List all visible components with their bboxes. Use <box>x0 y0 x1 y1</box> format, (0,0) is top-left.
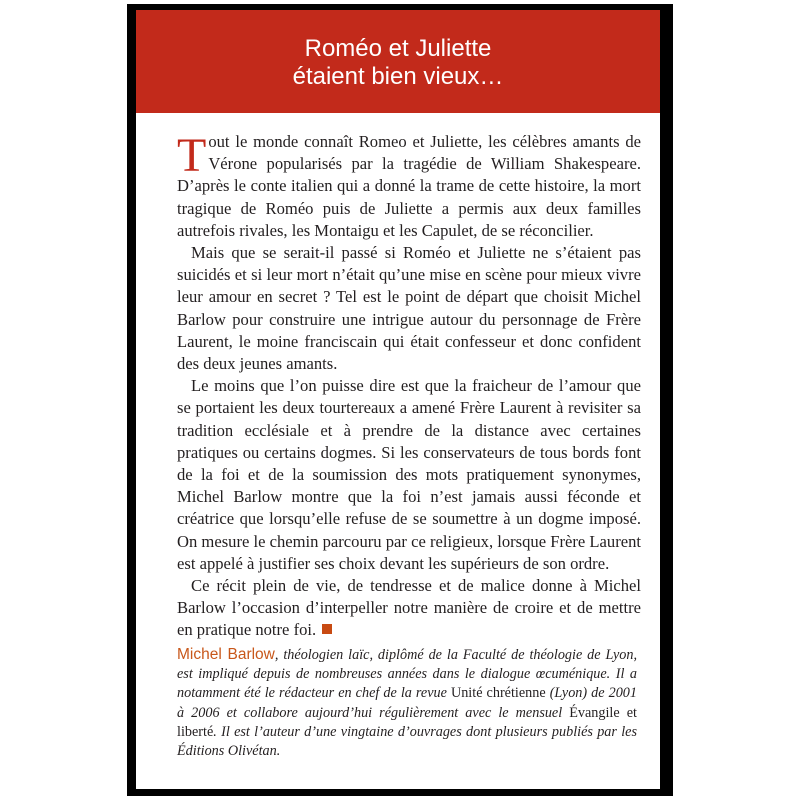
paragraph-1-text: out le monde connaît Romeo et Juliette, les célèbres amants de Vérone popularisés par la tragédie de William Shakespeare. D’après le conte italien qui a donné la trame de cette histoire, la mort tragique de Roméo puis de Juliette a permis aux deux familles autrefois rivales, les Montaigu et les Capulet, de se réconcilier. <box>177 132 641 240</box>
title-line-2: étaient bien vieux… <box>292 62 504 90</box>
cover-page <box>136 10 660 789</box>
paragraph-1 <box>177 131 641 242</box>
drop-cap: T <box>177 129 207 182</box>
bio-text-2: (Lyon) de 2001 à 2006 et collabore aujourd’hui régulièrement avec le mensuel <box>177 685 637 721</box>
book-back-cover <box>127 4 673 796</box>
journal-name: Unité chrétienne <box>450 685 546 702</box>
bio-text-3: . Il est l’auteur d’une vingtaine d’ouvrages dont plusieurs publiés par les Éditions Olivétan. <box>177 723 637 760</box>
paragraph-4-text: Ce récit plein de vie, de tendresse et de malice donne à Michel Barlow l’occasion d’interpeller notre manière de croire et de mettre en pratique notre foi. <box>177 576 641 640</box>
book-title <box>293 33 504 91</box>
author-bio <box>177 645 637 761</box>
paragraph-3: Le moins que l’on puisse dire est que la fraicheur de l’amour que se portaient les deux tourtereaux a amené Frère Laurent à revisiter sa tradition ecclésiale et à prendre de la distance avec certaines pratiques ou certains dogmes. Si les conservateurs de tous bords font de la foi et de la soumission des mots pratiquement synonymes, Michel Barlow montre que la foi n’est jamais aussi féconde et créatrice que lorsqu’elle refuse de se soumettre à un dogme imposé. On mesure le chemin parcouru par ce religieux, lorsque Frère Laurent est appelé à justifier ses choix devant les supérieurs de son ordre. <box>177 376 641 573</box>
synopsis <box>177 131 641 642</box>
title-banner <box>136 10 660 113</box>
paragraph-2: Mais que se serait-il passé si Roméo et Juliette ne s’étaient pas suicidés et si leur mort n’était qu’une mise en scène pour mieux vivre leur amour en secret ? Tel est le point de départ que choisit Michel Barlow pour construire une intrigue autour du personnage de Frère Laurent, le moine franciscain qui était confesseur et donc confident des deux jeunes amants. <box>177 243 641 374</box>
author-name: Michel Barlow <box>177 646 275 663</box>
paragraph-4 <box>177 575 641 642</box>
magazine-name: Évangile et liberté <box>177 704 637 740</box>
end-square-icon <box>322 624 332 634</box>
bio-text-1: , théologien laïc, diplômé de la Faculté de théologie de Lyon, est impliqué depuis de nombreuses années dans le dialogue œcuménique. Il a notamment été le rédacteur en chef de la revue <box>177 647 638 702</box>
title-line-1: Roméo et Juliette <box>304 34 492 62</box>
